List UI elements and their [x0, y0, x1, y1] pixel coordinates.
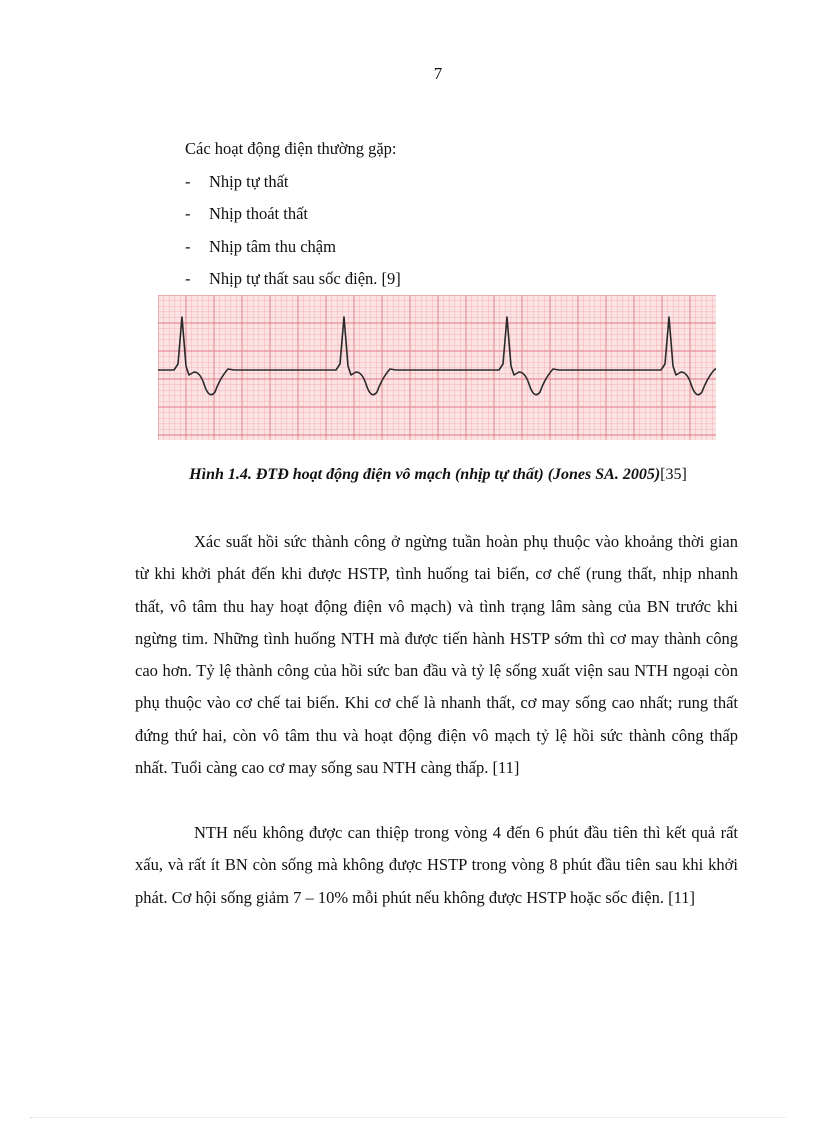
list-item-text: Nhịp thoát thất: [209, 204, 308, 223]
bullet-dash: -: [185, 236, 191, 256]
bullet-dash: -: [185, 171, 191, 191]
body-paragraph-1: Xác suất hồi sức thành công ở ngừng tuần hoàn phụ thuộc vào khoảng thời gian từ khi khởi phát đến khi được HSTP, tình huống tai biến, cơ chế (rung thất, nhịp nhanh thất, vô tâm thu hay hoạt động điện vô mạch) và tình trạng lâm sàng của BN trước khi ngừng tim. Những tình huống NTH mà được tiến hành HSTP sớm thì cơ may thành công cao hơn. Tỷ lệ thành công của hồi sức ban đầu và tỷ lệ sống xuất viện sau NTH ngoại còn phụ thuộc vào cơ chế tai biến. Khi cơ chế là nhanh thất, cơ may sống cao nhất; rung thất đứng thứ hai, còn vô tâm thu và hoạt động điện vô mạch tỷ lệ hồi sức thành công thấp nhất. Tuổi càng cao cơ may sống sau NTH càng thấp. [11]: [135, 532, 738, 778]
intro-list: [185, 133, 401, 296]
list-item: [185, 263, 401, 296]
list-item: [185, 198, 401, 231]
page-footer-divider: [30, 1117, 786, 1118]
body-paragraph-2: NTH nếu không được can thiệp trong vòng 4 đến 6 phút đầu tiên thì kết quả rất xấu, và rất ít BN còn sống mà không được HSTP trong vòng 8 phút đầu tiên sau khi khởi phát. Cơ hội sống giảm 7 – 10% mỗi phút nếu không được HSTP hoặc sốc điện. [11]: [135, 823, 738, 907]
ecg-strip-image: [158, 295, 716, 440]
ecg-strip-svg: [158, 295, 716, 440]
list-item-text: Nhịp tự thất sau sốc điện. [9]: [209, 269, 401, 288]
intro-heading: Các hoạt động điện thường gặp:: [185, 139, 397, 158]
bullet-dash: -: [185, 269, 191, 288]
list-item: [185, 231, 401, 264]
caption-text: Hình 1.4. ĐTĐ hoạt động điện vô mạch (nhịp tự thất) (Jones SA. 2005): [189, 466, 661, 483]
list-item-text: Nhịp tự thất: [209, 171, 289, 191]
list-item-text: Nhịp tâm thu chậm: [209, 236, 336, 256]
caption-reference: [35]: [660, 466, 687, 483]
bullet-dash: -: [185, 204, 191, 223]
figure-caption: [0, 466, 816, 484]
page-number: 7: [433, 64, 443, 83]
list-item: [185, 166, 401, 199]
